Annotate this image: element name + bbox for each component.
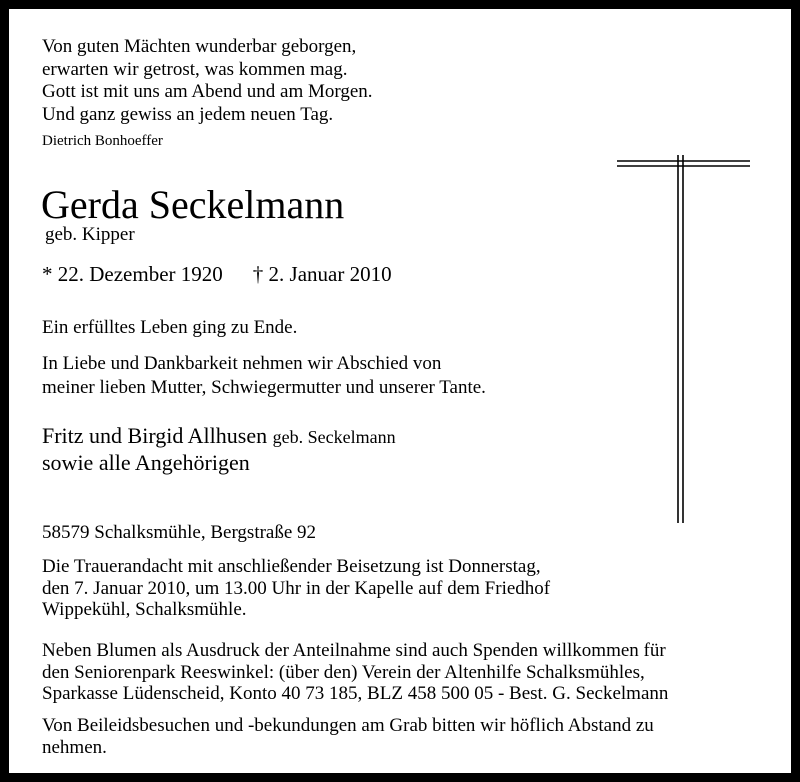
- poem-line: Von guten Mächten wunderbar geborgen,: [42, 36, 357, 57]
- poem: [42, 36, 373, 126]
- request-line: nehmen.: [42, 737, 107, 758]
- service-line: Wippekühl, Schalksmühle.: [42, 599, 247, 620]
- service-line: Die Trauerandacht mit anschließender Beisetzung ist Donnerstag,: [42, 556, 541, 577]
- donation-line: den Seniorenpark Reeswinkel: (über den) Verein der Altenhilfe Schalksmühles,: [42, 661, 645, 683]
- deceased-name: Gerda Seckelmann: [41, 182, 345, 227]
- family-names: Fritz und Birgid Allhusen: [42, 423, 268, 448]
- poem-author: Dietrich Bonhoeffer: [42, 133, 163, 149]
- farewell-line: In Liebe und Dankbarkeit nehmen wir Abschied von: [42, 353, 442, 374]
- service-line: den 7. Januar 2010, um 13.00 Uhr in der Kapelle auf dem Friedhof: [42, 577, 551, 599]
- born-name: geb. Kipper: [45, 224, 135, 245]
- farewell-line: meiner lieben Mutter, Schwiegermutter und unserer Tante.: [42, 377, 486, 398]
- service-info: [42, 556, 550, 621]
- donation-line: Sparkasse Lüdenscheid, Konto 40 73 185, BLZ 458 500 05 - Best. G. Seckelmann: [42, 683, 669, 704]
- poem-line: erwarten wir getrost, was kommen mag.: [42, 58, 348, 80]
- intro-text: Ein erfülltes Leben ging zu Ende.: [42, 317, 298, 338]
- donation-line: Neben Blumen als Ausdruck der Anteilnahme sind auch Spenden willkommen für: [42, 640, 666, 661]
- poem-line: Gott ist mit uns am Abend und am Morgen.: [42, 81, 373, 102]
- cross-icon: [609, 149, 759, 529]
- family-nee: geb. Seckelmann: [272, 427, 396, 447]
- farewell-text: [42, 352, 486, 400]
- address: 58579 Schalksmühle, Bergstraße 92: [42, 522, 317, 543]
- death-date: † 2. Januar 2010: [252, 262, 392, 286]
- relatives: sowie alle Angehörigen: [42, 450, 250, 475]
- poem-line: Und ganz gewiss an jedem neuen Tag.: [42, 103, 334, 125]
- donation-info: [42, 640, 668, 705]
- family-block: [42, 423, 396, 476]
- life-dates: [42, 262, 392, 287]
- family-names-line: [42, 423, 396, 450]
- condolence-request: [42, 715, 654, 759]
- request-line: Von Beileidsbesuchen und -bekundungen am Grab bitten wir höflich Abstand zu: [42, 715, 654, 736]
- birth-date: * 22. Dezember 1920: [42, 262, 223, 286]
